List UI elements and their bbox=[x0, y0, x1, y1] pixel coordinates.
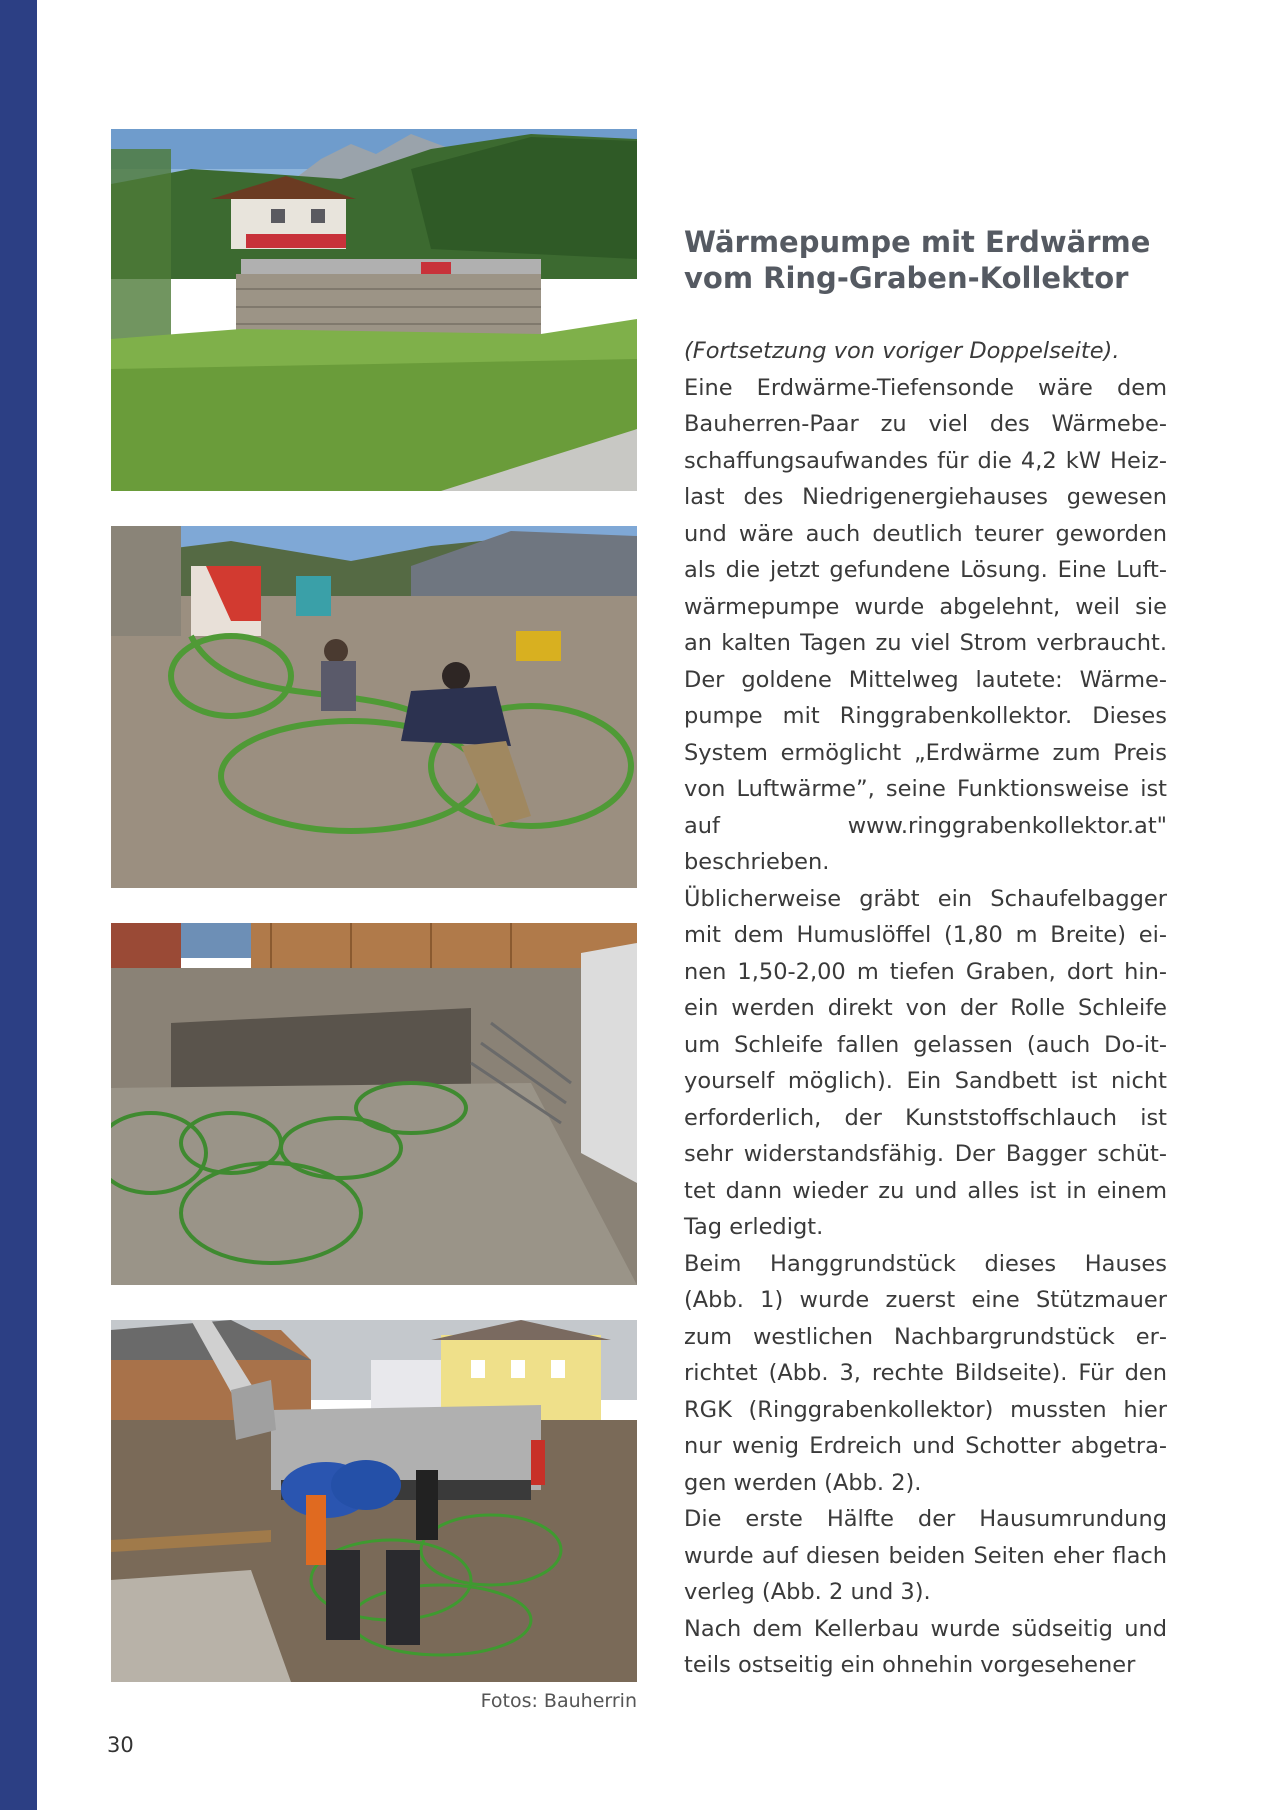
continuation-note: (Fortsetzung von voriger Doppelseite). bbox=[684, 338, 1120, 364]
paragraph: Die erste Hälfte der Hausumrundung wurde auf diesen beiden Seiten eher flach verleg (Abb. 2 und 3). bbox=[684, 1506, 1167, 1605]
article-title-line-1: Wärmepumpe mit Erdwärme bbox=[684, 225, 1151, 259]
page-number: 30 bbox=[107, 1733, 134, 1757]
photo-trench-hose-loops bbox=[111, 923, 637, 1285]
article bbox=[684, 224, 1167, 1684]
paragraph: Beim Hanggrundstück dieses Hauses (Abb. 1) wurde zuerst eine Stützmauer zum westlichen Nachbargrundstück errichtet (Abb. 3, rechte Bildseite). Für den RGK (Ringgrabenkollektor) mussten hier nur wenig Erdreich und Schotter abgetragen werden (Abb. 2). bbox=[684, 1250, 1167, 1496]
photo-workers-laying-hose bbox=[111, 526, 637, 888]
paragraph: Üblicherweise gräbt ein Schaufelbagger mit dem Humuslöffel (1,80 m Breite) einen 1,50-2,00 m tiefen Graben, dort hinein werden direkt von der Rolle Schleife um Schleife fallen gelassen (auch Do-it-yourself möglich). Ein Sandbett ist nicht erforderlich, der Kunststoffschlauch ist sehr widerstandsfähig. Der Bagger schüttet dann wieder zu und alles ist in einem Tag erledigt. bbox=[684, 885, 1167, 1240]
house-with-stone-retaining-wall-icon bbox=[111, 129, 637, 491]
excavation-with-hoses-and-workers-icon bbox=[111, 1320, 637, 1682]
article-title-line-2: vom Ring-Graben-Kollektor bbox=[684, 261, 1129, 295]
photo-credit: Fotos: Bauherrin bbox=[480, 1690, 637, 1712]
photo-house-retaining-wall bbox=[111, 129, 637, 491]
hose-loops-in-trench-icon bbox=[111, 923, 637, 1285]
paragraph: Eine Erdwärme-Tiefensonde wäre dem Bauherren-Paar zu viel des Wärmebeschaffungsaufwandes für die 4,2 kW Heizlast des Niedrigenergiehauses gewesen und wäre auch deutlich teurer geworden als die jetzt gefundene Lösung. Eine Luftwärmepumpe wurde abgelehnt, weil sie an kalten Tagen zu viel Strom verbraucht. Der goldene Mittelweg lautete: Wärmepumpe mit Ringgrabenkollektor. Dieses System ermöglicht „Erdwärme zum Preis von Luftwärme”, seine Funktionsweise ist auf www.ringgrabenkollektor.at" beschrieben. bbox=[684, 374, 1167, 875]
article-title bbox=[684, 224, 1167, 296]
paragraph: Nach dem Kellerbau wurde südseitig und teils ostseitig ein ohnehin vorgesehener bbox=[684, 1615, 1167, 1678]
side-color-band bbox=[0, 0, 37, 1810]
workers-laying-collector-hose-icon bbox=[111, 526, 637, 888]
article-body bbox=[684, 333, 1167, 1684]
photo-excavation-workers bbox=[111, 1320, 637, 1682]
